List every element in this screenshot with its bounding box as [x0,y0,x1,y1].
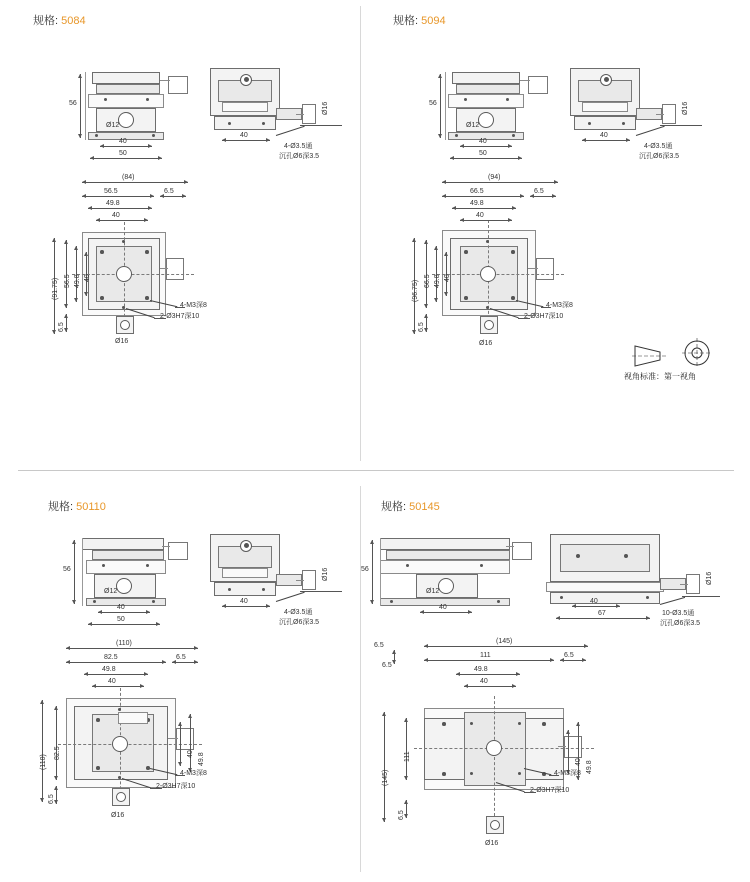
panel-50145: 规格: 50145 56 40 Ø12 40 67 Ø16 10-Ø3.5通 沉孔Ø6深3.5 Ø16 (145) 111 6.5 49.8 40 6.5 6.5 (145) 111 49.8 40 6.5 4-M3深8 2-Ø3H7深10 [360,486,750,882]
spec-label-50145 [381,498,440,514]
first-angle-projection-cone-icon [632,340,674,368]
panel-50110: 规格: 50110 56 40 50 Ø12 40 Ø16 4-Ø3.5通 沉孔Ø6深3.5 Ø16 (110) 82.5 6.5 49.8 40 (110) 82.5 49.8 40 6.5 4-M3深8 2-Ø3H7深10 [0,486,360,882]
spec-prefix: 规格: [48,501,74,513]
spec-value: 50145 [409,501,440,513]
spec-prefix: 规格: [393,15,419,27]
spec-value: 5094 [421,15,446,27]
spec-value: 5084 [61,15,86,27]
view-standard-label: 视角标准：第一视角 [624,372,696,381]
spec-label-5094 [393,12,446,28]
panel-5094: 规格: 5094 56 40 50 Ø12 40 Ø16 4-Ø3.5通 沉孔Ø6深3.5 Ø16 (94) 66.5 6.5 49.8 40 (96.75) 66.5 49.8 40 6.5 4-M3深8 2-Ø3H7深10 视角标准：第一视角 [360,0,750,462]
spec-label-5084 [33,12,86,28]
spec-prefix: 规格: [381,501,407,513]
first-angle-projection-circle-icon [682,338,712,368]
spec-label-50110 [48,498,106,514]
panel-5084: 规格: 5084 56 40 50 Ø12 40 Ø16 4-Ø3.5通 沉孔Ø6深3.5 Ø16 (84) 56.5 6.5 49.8 40 (91.75) 56.5 49.8 40 6.5 4-M3深8 2-Ø3H7深10 [0,0,360,462]
divider-horizontal-middle [18,470,734,471]
spec-value: 50110 [76,501,106,513]
spec-prefix: 规格: [33,15,59,27]
